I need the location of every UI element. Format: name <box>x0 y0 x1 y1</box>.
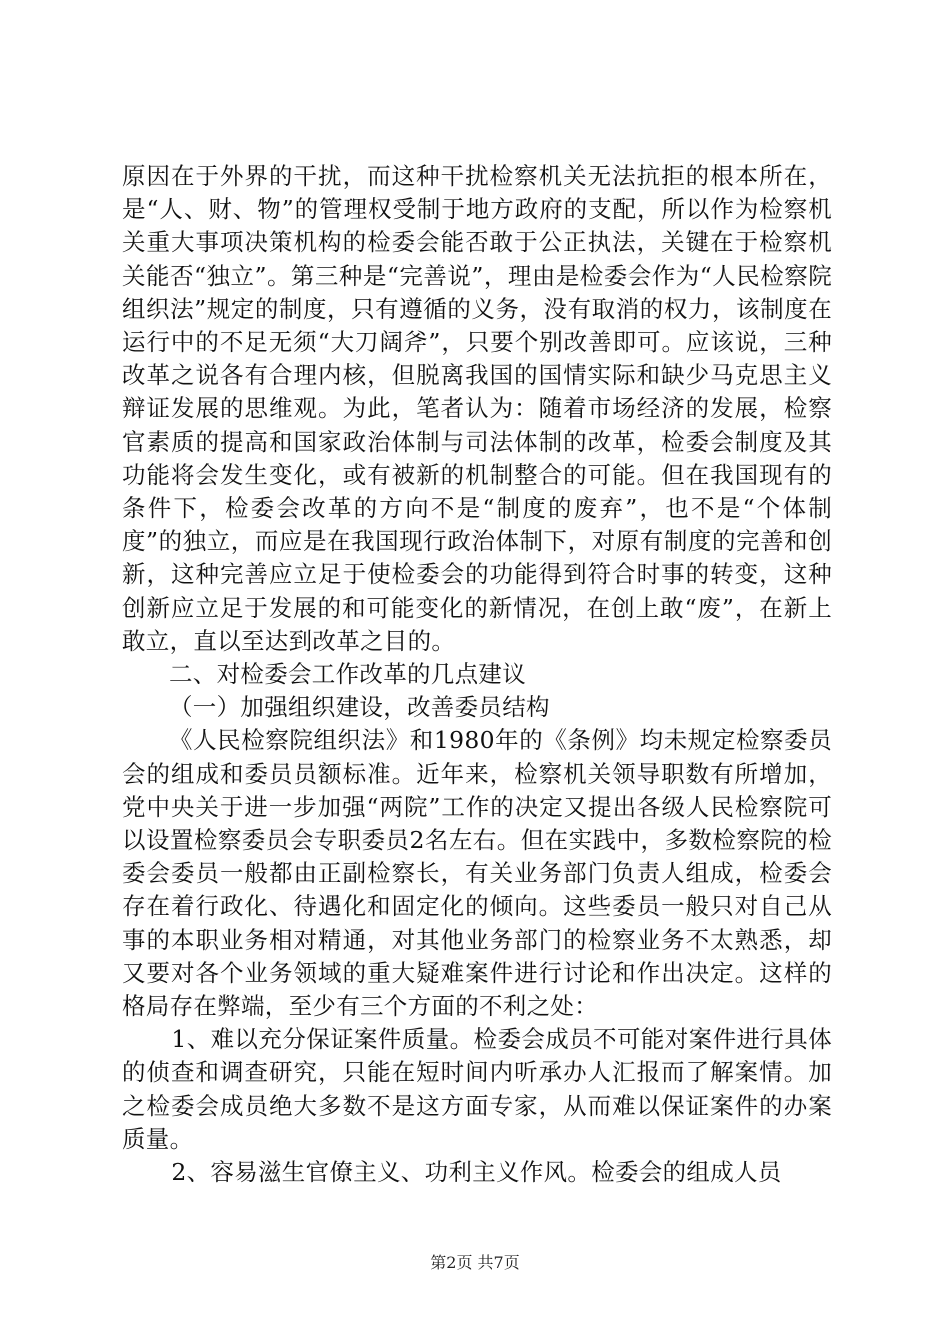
section-heading-suggestions: 二、对检委会工作改革的几点建议 <box>169 660 526 689</box>
list-item-case-quality: 1、难以充分保证案件质量。检委会成员不可能对案件进行具体的侦查和调查研究，只能在短时间内听承办人汇报而了解案情。加之检委会成员绝大多数不是这方面专家，从而难以保证案件的办案质量。 <box>122 1025 832 1153</box>
document-body <box>122 160 832 1189</box>
list-item-bureaucracy: 2、容易滋生官僚主义、功利主义作风。检委会的组成人员 <box>171 1158 782 1187</box>
page-number-footer: 第2页 共7页 <box>430 1253 520 1272</box>
subsection-heading-organization: （一）加强组织建设，改善委员结构 <box>169 693 550 722</box>
paragraph-reform-views: 原因在于外界的干扰，而这种干扰检察机关无法抗拒的根本所在，是“人、财、物”的管理权受制于地方政府的支配，所以作为检察机关重大事项决策机构的检委会能否敢于公正执法，关键在于检察机关能否“独立”。第三种是“完善说”，理由是检委会作为“人民检察院组织法”规定的制度，只有遵循的义务，没有取消的权力，该制度在运行中的不足无须“大刀阔斧”，只要个别改善即可。应该说，三种改革之说各有合理内核，但脱离我国的国情实际和缺少马克思主义辩证发展的思维观。为此，笔者认为：随着市场经济的发展，检察官素质的提高和国家政治体制与司法体制的改革，检委会制度及其功能将会发生变化，或有被新的机制整合的可能。但在我国现有的条件下，检委会改革的方向不是“制度的废弃”，也不是“个体制度”的独立，而应是在我国现行政治体制下，对原有制度的完善和创新，这种完善应立足于使检委会的功能得到符合时事的转变，这种创新应立足于发展的和可能变化的新情况，在创上敢“废”，在新上敢立，直以至达到改革之目的。 <box>122 162 832 655</box>
paragraph-committee-composition: 《人民检察院组织法》和1980年的《条例》均未规定检察委员会的组成和委员员额标准。近年来，检察机关领导职数有所增加，党中央关于进一步加强“两院”工作的决定又提出各级人民检察院可以设置检察委员会专职委员2名左右。但在实践中，多数检察院的检委会委员一般都由正副检察长，有关业务部门负责人组成，检委会存在着行政化、待遇化和固定化的倾向。这些委员一般只对自己从事的本职业务相对精通，对其他业务部门的检察业务不太熟悉，却又要对各个业务领域的重大疑难案件进行讨论和作出决定。这样的格局存在弊端，至少有三个方面的不利之处： <box>122 726 832 1021</box>
